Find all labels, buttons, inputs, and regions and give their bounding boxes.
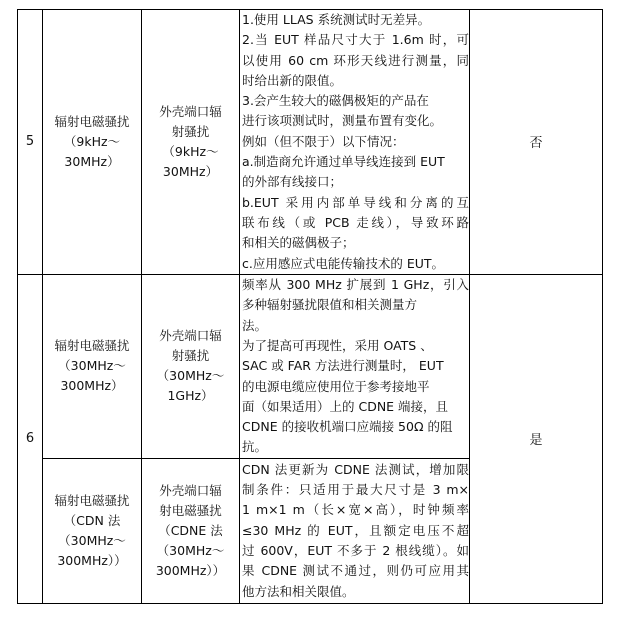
- port-cell: [142, 274, 240, 458]
- change-line: 2.当 EUT 样品尺寸大于 1.6m 时，可: [242, 32, 469, 48]
- phenomenon-line: （30MHz～: [58, 532, 126, 548]
- change-line: CDN 法更新为 CDNE 法测试，增加限: [242, 461, 469, 477]
- conclusion-cell: 否: [470, 10, 603, 275]
- change-line: 面（如果适用）上的 CDNE 端接，且: [242, 398, 449, 414]
- phenomenon-line: 辐射电磁骚扰: [54, 338, 130, 354]
- change-line: SAC 或 FAR 方法进行测量时， EUT: [242, 358, 444, 374]
- change-line: 3.会产生较大的磁偶极矩的产品在: [242, 93, 429, 109]
- change-line: 联布线（或 PCB 走线），导致环路: [242, 214, 469, 230]
- phenomenon-line: 30MHz）: [64, 153, 120, 169]
- row-number: 6: [18, 274, 43, 603]
- change-line: ≤30 MHz 的 EUT，且额定电压不超: [242, 522, 469, 538]
- phenomenon-line: 辐射电磁骚扰: [54, 113, 130, 129]
- conclusion-cell: 是: [470, 274, 603, 603]
- change-line: 进行该项测试时，测量布置有变化。: [242, 113, 443, 129]
- change-line: 为了提高可再现性，采用 OATS 、: [242, 337, 433, 353]
- change-line: 以使用 60 cm 环形天线进行测量，同: [242, 52, 469, 68]
- change-line: 和相关的磁偶极子；: [242, 235, 355, 251]
- phenomenon-line: （CDN 法: [63, 512, 121, 528]
- port-line: （30MHz～: [156, 368, 225, 384]
- phenomenon-line: 辐射电磁骚扰: [54, 492, 130, 508]
- change-line: 他方法和相关限值。: [242, 583, 355, 599]
- changes-cell: [240, 10, 470, 275]
- change-line: 1.使用 LLAS 系统测试时无差异。: [242, 12, 431, 27]
- table-row: [18, 274, 603, 458]
- change-line: CDNE 的接收机端口应端接 50Ω 的阻: [242, 419, 453, 435]
- port-line: 外壳端口辐: [159, 103, 222, 119]
- change-line: 时给出新的限值。: [242, 72, 343, 88]
- change-line: c.应用感应式电能传输技术的 EUT。: [242, 255, 445, 271]
- port-line: 射电磁骚扰: [159, 502, 222, 518]
- port-line: （30MHz～: [156, 542, 225, 558]
- port-line: 300MHz））: [155, 562, 226, 578]
- row-number: 5: [18, 10, 43, 275]
- port-cell: [142, 10, 240, 275]
- change-line: 的外部有线接口；: [242, 174, 343, 190]
- change-line: 抗。: [242, 439, 268, 455]
- changes-cell: [240, 458, 470, 603]
- change-line: 法。: [242, 317, 268, 333]
- change-line: a.制造商允许通过单导线连接到 EUT: [242, 154, 445, 170]
- phenomenon-line: 300MHz）: [60, 378, 124, 394]
- phenomenon-cell: [43, 458, 142, 603]
- port-line: 射骚扰: [171, 348, 210, 364]
- change-line: 例如（但不限于）以下情况：: [242, 133, 405, 149]
- port-line: 外壳端口辐: [159, 482, 222, 498]
- port-line: 外壳端口辐: [159, 328, 222, 344]
- standard-changes-table: [17, 9, 603, 604]
- change-line: 制条件：只适用于最大尺寸是 3 m×: [242, 482, 469, 498]
- phenomenon-cell: [43, 10, 142, 275]
- phenomenon-line: （9kHz～: [63, 133, 121, 149]
- change-line: 的电源电缆应使用位于参考接地平: [242, 378, 430, 394]
- port-line: 30MHz）: [162, 163, 219, 179]
- phenomenon-cell: [43, 274, 142, 458]
- change-line: b.EUT 采用内部单导线和分离的互: [242, 194, 469, 210]
- change-line: 果 CDNE 测试不通过，则仍可应用其: [242, 563, 469, 579]
- port-line: 射骚扰: [171, 123, 210, 139]
- change-line: 1 m×1 m（长×宽×高），时钟频率: [242, 502, 469, 518]
- table-row: [18, 10, 603, 275]
- change-line: 频率从 300 MHz 扩展到 1 GHz，引入: [242, 277, 469, 293]
- port-line: 1GHz）: [167, 388, 214, 404]
- port-cell: [142, 458, 240, 603]
- change-line: 过 600V，EUT 不多于 2 根线缆）。如: [242, 543, 469, 558]
- phenomenon-line: 300MHz））: [57, 552, 127, 568]
- change-line: 多种辐射骚扰限值和相关测量方: [242, 297, 418, 313]
- port-line: （9kHz～: [162, 143, 219, 159]
- port-line: （CDNE 法: [158, 522, 223, 538]
- changes-cell: [240, 274, 470, 458]
- phenomenon-line: （30MHz～: [58, 358, 126, 374]
